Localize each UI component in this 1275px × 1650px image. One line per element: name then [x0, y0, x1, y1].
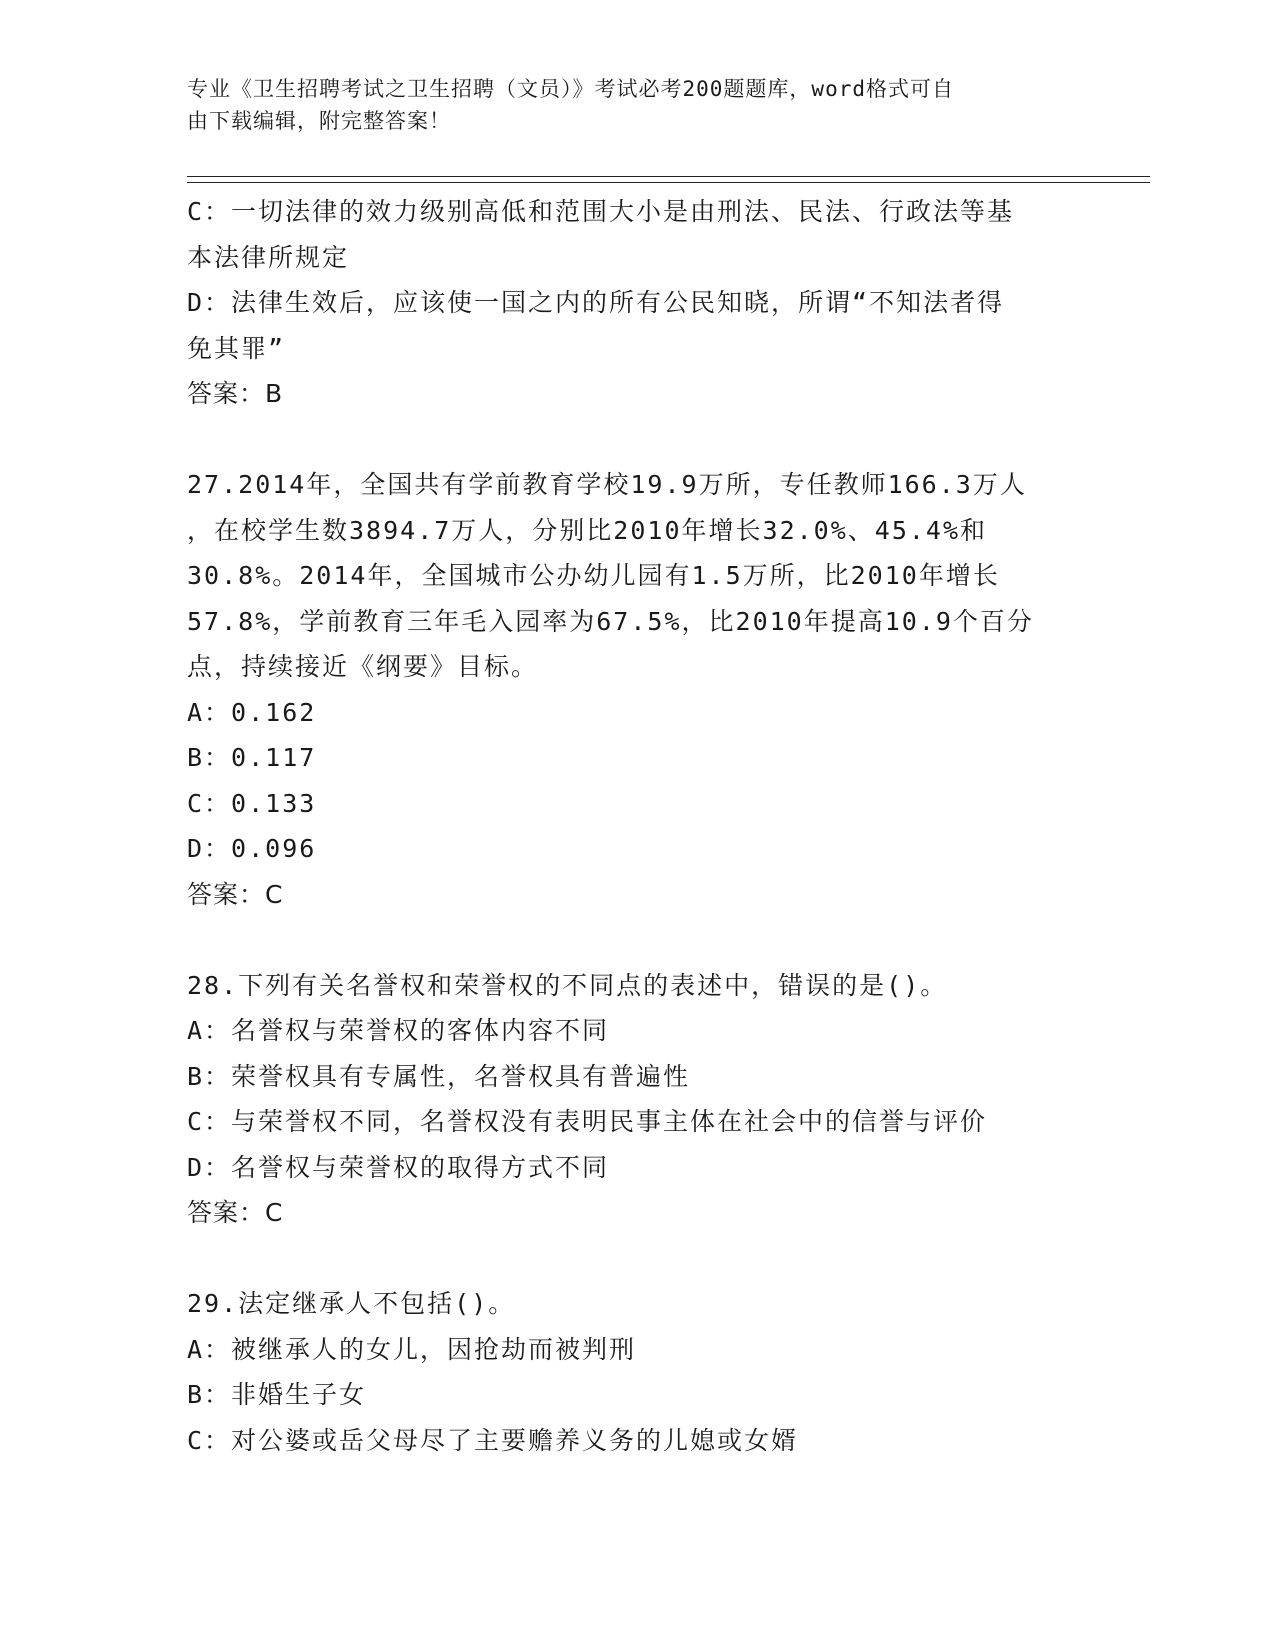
question-29	[187, 1281, 1087, 1463]
option-d: D：0.096	[187, 834, 317, 863]
option-c: C：与荣誉权不同，名誉权没有表明民事主体在社会中的信誉与评价	[187, 1107, 988, 1136]
spacer	[187, 917, 1087, 963]
answer: 答案：B	[187, 379, 284, 408]
option-d: D：名誉权与荣誉权的取得方式不同	[187, 1152, 610, 1182]
option-b: B：荣誉权具有专属性，名誉权具有普遍性	[187, 1061, 691, 1091]
option-d-continued: 免其罪”	[187, 333, 286, 363]
option-c: C：对公婆或岳父母尽了主要赡养义务的儿媳或女婿	[187, 1425, 799, 1455]
spacer	[187, 1236, 1087, 1282]
question-stem-line: 点，持续接近《纲要》目标。	[187, 652, 539, 681]
question-27	[187, 462, 1087, 917]
question-stem: 29.法定继承人不包括()。	[187, 1289, 516, 1318]
question-stem-line: 57.8%，学前教育三年毛入园率为67.5%，比2010年提高10.9个百分	[187, 606, 1034, 636]
option-c: C：0.133	[187, 788, 317, 818]
document-body	[187, 189, 1087, 1463]
spacer	[187, 417, 1087, 463]
option-d: D：法律生效后，应该使一国之内的所有公民知晓，所谓“不知法者得	[187, 288, 1005, 317]
header-line-1: 专业《卫生招聘考试之卫生招聘（文员）》考试必考200题题库，word格式可自	[187, 77, 954, 101]
option-c-continued: 本法律所规定	[187, 242, 350, 272]
header-divider-top	[187, 176, 1150, 177]
option-a: A：0.162	[187, 697, 317, 727]
option-c: C：一切法律的效力级别高低和范围大小是由刑法、民法、行政法等基	[187, 197, 1015, 226]
previous-question-continuation	[187, 189, 1087, 417]
document-header	[187, 73, 1067, 137]
answer: 答案：C	[187, 879, 284, 909]
question-stem: 28.下列有关名誉权和荣誉权的不同点的表述中，错误的是()。	[187, 970, 948, 1000]
answer: 答案：C	[187, 1198, 284, 1227]
question-stem-line: ，在校学生数3894.7万人，分别比2010年增长32.0%、45.4%和	[187, 515, 988, 545]
option-a: A：名誉权与荣誉权的客体内容不同	[187, 1016, 610, 1045]
option-a: A：被继承人的女儿，因抢劫而被判刑	[187, 1334, 637, 1364]
option-b: B：0.117	[187, 743, 317, 772]
question-stem-line: 27.2014年，全国共有学前教育学校19.9万所，专任教师166.3万人	[187, 470, 1027, 499]
question-stem-line: 30.8%。2014年，全国城市公办幼儿园有1.5万所，比2010年增长	[187, 561, 1000, 590]
question-28	[187, 963, 1087, 1236]
option-b: B：非婚生子女	[187, 1380, 367, 1409]
header-divider-bottom	[187, 182, 1150, 183]
header-line-2: 由下载编辑，附完整答案！	[187, 109, 451, 133]
